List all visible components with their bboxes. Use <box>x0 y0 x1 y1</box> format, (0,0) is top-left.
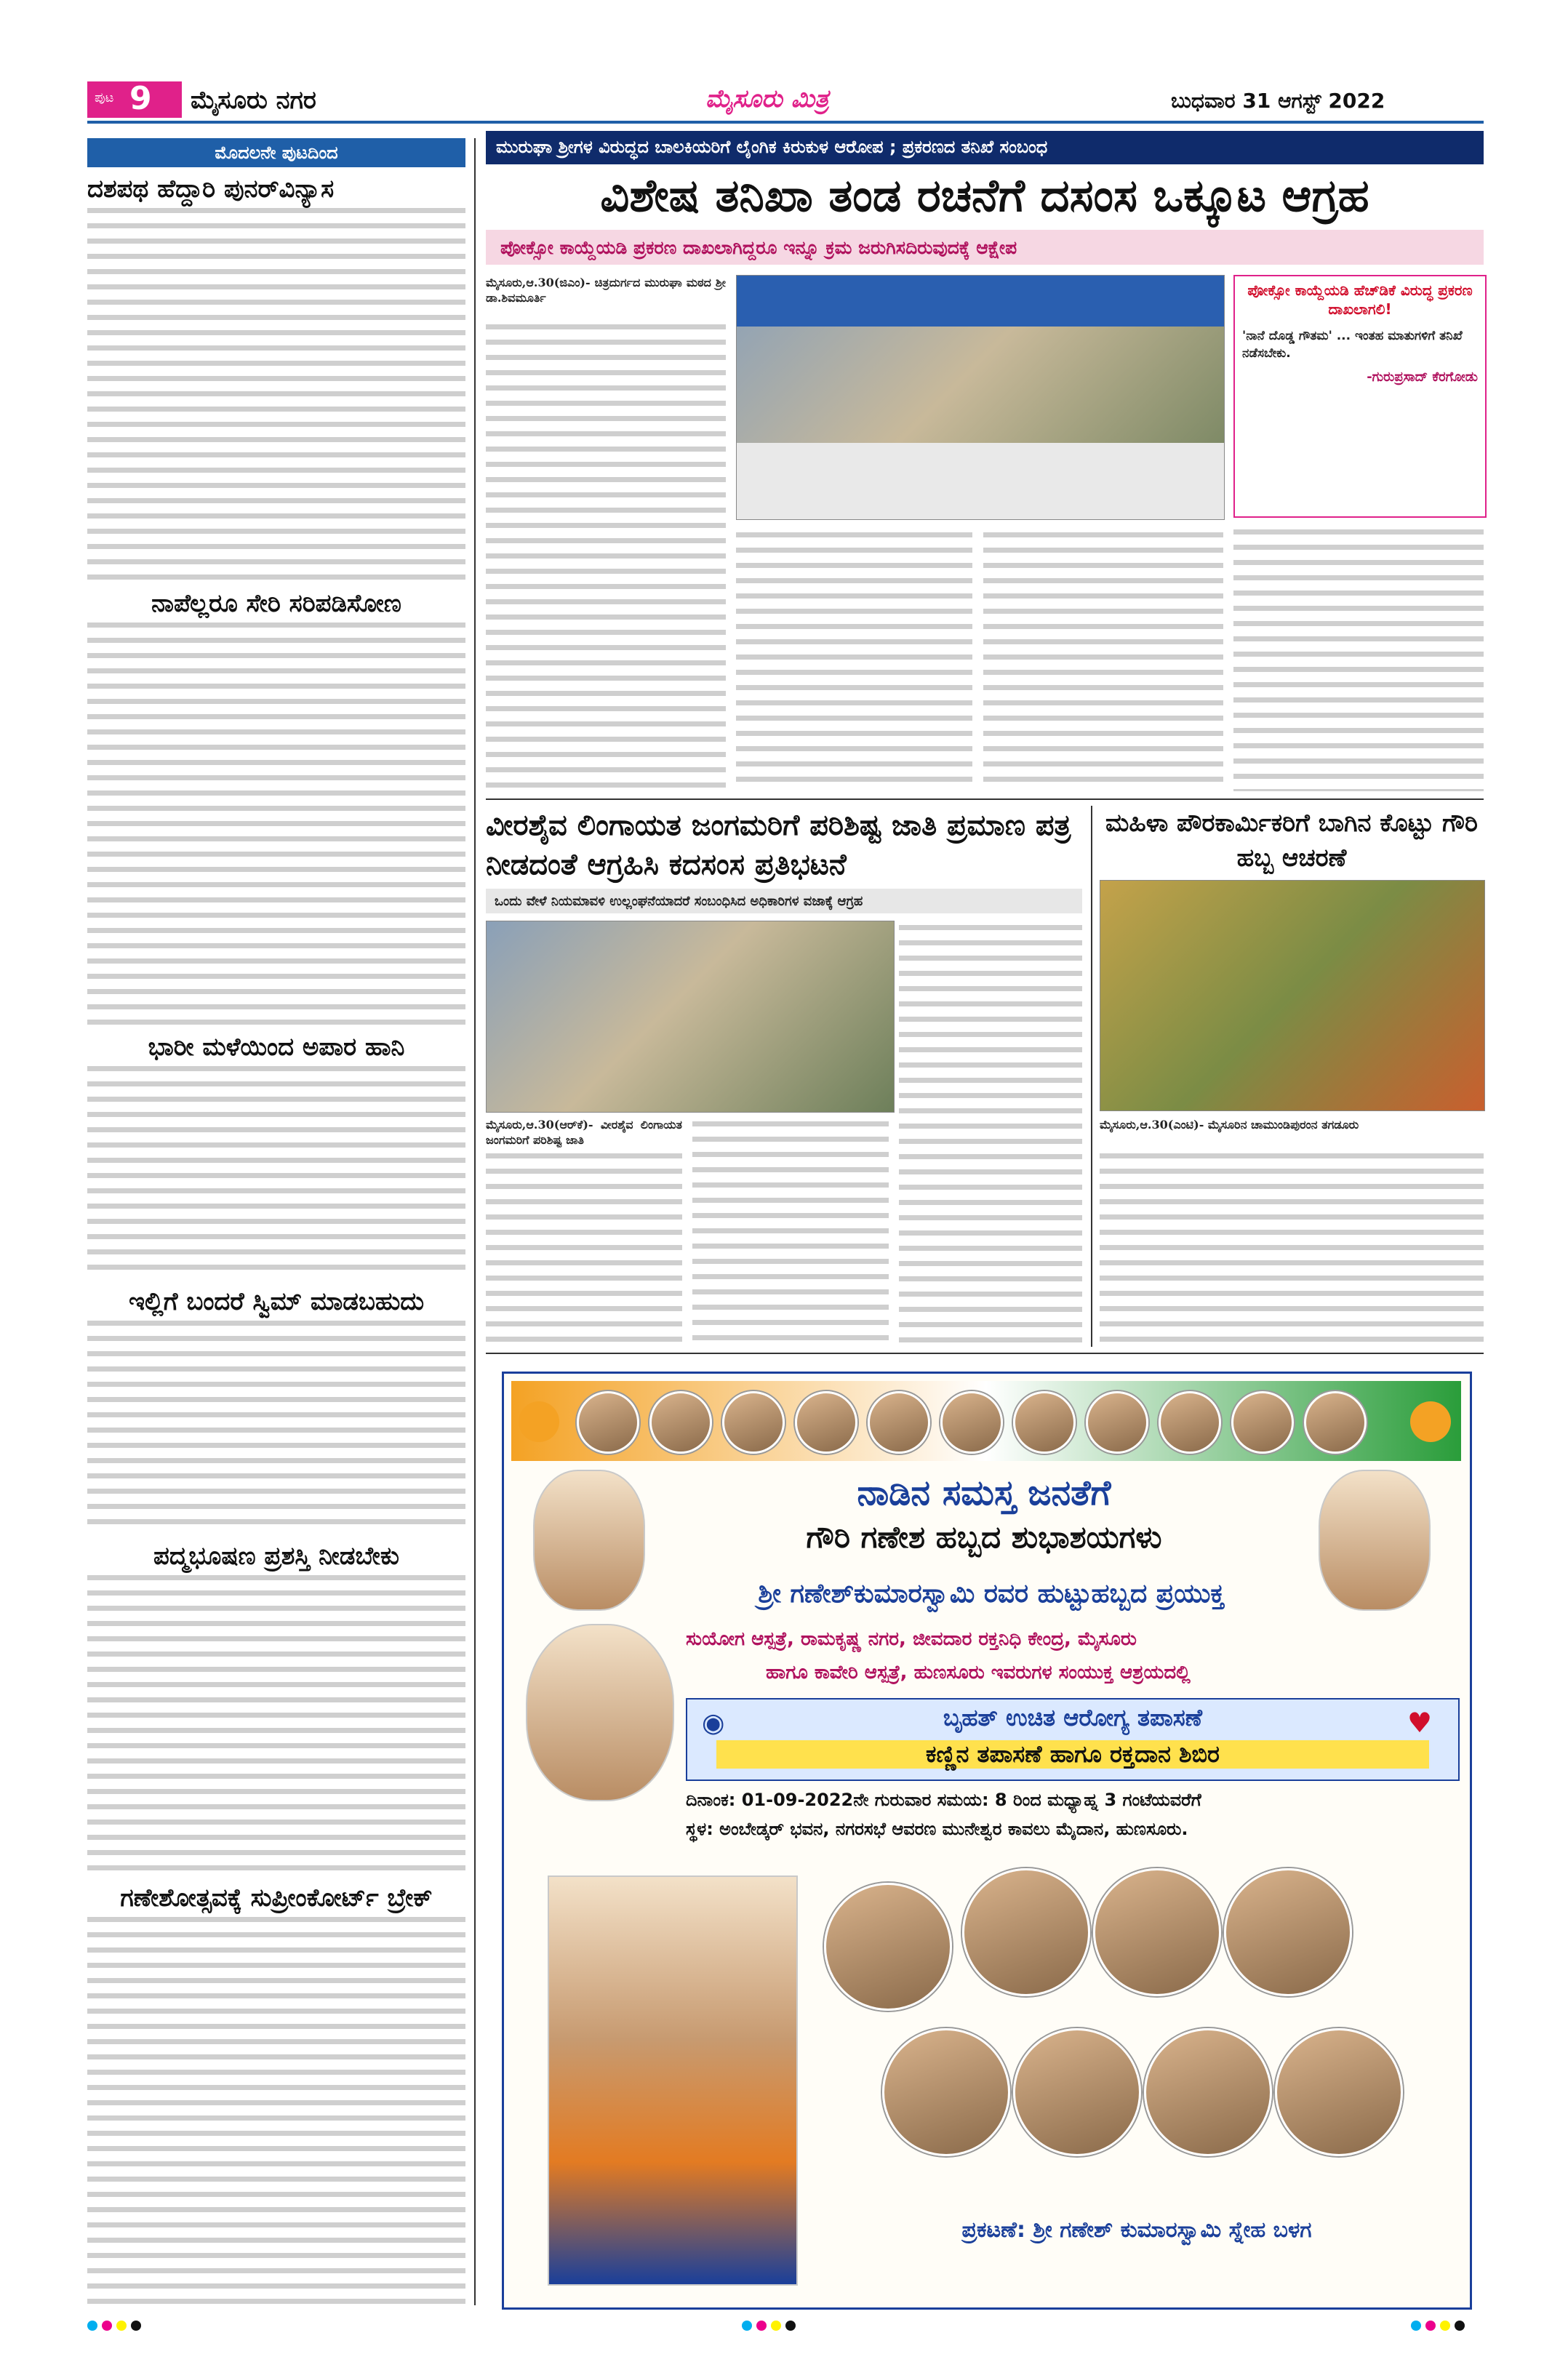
camp-title: ಬೃಹತ್ ಉಚಿತ ಆರೋಗ್ಯ ತಪಾಸಣೆ <box>943 1704 1203 1732</box>
section-heading-6: ಗಣೇಶೋತ್ಸವಕ್ಕೆ ಸುಪ್ರೀಂಕೋರ್ಟ್ ಬ್ರೇಕ್ <box>120 1883 433 1913</box>
dot-black <box>785 2321 796 2331</box>
story-divider <box>1091 806 1092 1347</box>
section-body-6 <box>87 1913 465 2305</box>
ad-hospitals-line: ಸುಯೋಗ ಆಸ್ಪತ್ರೆ, ರಾಮಕೃಷ್ಣ ನಗರ, ಜೀವದಾರ ರಕ್ತನಿಧಿ ಕೇಂದ್ರ, ಮೈಸೂರು <box>686 1628 1137 1650</box>
story-two-subhead-text: ಒಂದು ವೇಳೆ ನಿಯಮಾವಳಿ ಉಲ್ಲಂಘನೆಯಾದರೆ ಸಂಬಂಧಿಸಿದ ಅಧಿಕಾರಿಗಳ ವಜಾಕ್ಕೆ ಆಗ್ರಹ <box>495 894 863 909</box>
dot-cyan <box>742 2321 752 2331</box>
leader-portrait-7 <box>1013 1391 1076 1454</box>
leader-portrait-4 <box>795 1391 857 1454</box>
story-two-body-col3 <box>899 921 1082 1345</box>
footer-dots-center <box>742 2320 800 2334</box>
dot-magenta <box>1425 2321 1436 2331</box>
story-three-photo <box>1100 880 1485 1111</box>
section-heading-1: ದಶಪಥ ಹೆದ್ದಾರಿ ಪುನರ್‌ವಿನ್ಯಾಸ <box>87 175 335 204</box>
story-two-headline: ವೀರಶೈವ ಲಿಂಗಾಯತ ಜಂಗಮರಿಗೆ ಪರಿಶಿಷ್ಟ ಜಾತಿ ಪ್ರಮಾಣ ಪತ್ರ ನೀಡದಂತೆ ಆಗ್ರಹಿಸಿ ಕದಸಂಸ ಪ್ರತಿಭಟನೆ <box>486 809 1071 881</box>
lead-sidebar <box>1233 275 1487 518</box>
leader-portrait-5 <box>868 1391 930 1454</box>
photo-banner <box>737 276 1224 327</box>
leader-portrait-2 <box>649 1391 712 1454</box>
leader-portrait-3 <box>722 1391 785 1454</box>
lead-kicker-text: ಮುರುಘಾ ಶ್ರೀಗಳ ವಿರುದ್ಧದ ಬಾಲಕಿಯರಿಗೆ ಲೈಂಗಿಕ ಕಿರುಕುಳ ಆರೋಪ ; ಪ್ರಕರಣದ ತನಿಖೆ ಸಂಬಂಧ <box>496 137 1048 157</box>
dot-yellow <box>1440 2321 1450 2331</box>
young-leader-portrait <box>1319 1470 1431 1611</box>
heart-icon: ♥ <box>1407 1707 1433 1739</box>
story-two-dateline: ಮೈಸೂರು,ಆ.30(ಆರ್‌ಕೆ)- ವೀರಶೈವ ಲಿಂಗಾಯತ ಜಂಗಮರಿಗೆ ಪರಿಶಿಷ್ಟ ಜಾತಿ <box>486 1118 682 1147</box>
story-two-body-col1 <box>486 1149 682 1345</box>
ad-hospitals-line-2: ಹಾಗೂ ಕಾವೇರಿ ಆಸ್ಪತ್ರೆ, ಹುಣಸೂರು ಇವರುಗಳ ಸಂಯುಕ್ತ ಆಶ್ರಯದಲ್ಲಿ <box>766 1662 1191 1684</box>
lead-body-col3 <box>983 528 1223 790</box>
leader-portrait-1 <box>577 1391 639 1454</box>
eye-icon: ◉ <box>702 1708 725 1738</box>
story-three-dateline: ಮೈಸೂರು,ಆ.30(ಎಂಟಿ)- ಮೈಸೂರಿನ ಚಾಮುಂಡಿಪುರಂನ ತಗಡೂರು <box>1100 1118 1359 1132</box>
supporter-portrait-6 <box>1013 2028 1141 2156</box>
camp-banner <box>686 1698 1460 1781</box>
ad-birthday-line: ಶ್ರೀ ಗಣೇಶ್‌ಕುಮಾರಸ್ವಾಮಿ ರವರ ಹುಟ್ಟುಹಬ್ಬದ ಪ್ರಯುಕ್ತ <box>758 1579 1225 1609</box>
leader-portrait-6 <box>940 1391 1003 1454</box>
advertisement <box>502 1372 1472 2310</box>
column-divider <box>474 138 476 2305</box>
sidebar-quote: 'ನಾನೆ ದೊಡ್ಡ ಗೌತಮ' ... ಇಂತಹ ಮಾತುಗಳಿಗೆ ತನಿಖೆ ನಡೆಸಬೇಕು. <box>1242 329 1463 361</box>
section-body-5 <box>87 1571 465 1876</box>
dot-yellow <box>771 2321 781 2331</box>
lead-kicker <box>486 131 1484 164</box>
camp-date: ದಿನಾಂಕ: 01-09-2022ನೇ ಗುರುವಾರ ಸಮಯ: 8 ರಿಂದ ಮಧ್ಯಾಹ್ನ 3 ಗಂಟೆಯವರೆಗೆ <box>686 1790 1201 1810</box>
dot-magenta <box>102 2321 112 2331</box>
elder-portrait <box>533 1470 645 1611</box>
lead-body-col1 <box>486 320 726 793</box>
supporter-portrait-5 <box>882 2028 1010 2156</box>
story-two-photo <box>486 921 895 1113</box>
lead-subhead <box>486 230 1484 265</box>
paper-name: ಮೈಸೂರು ಮಿತ್ರ <box>705 84 829 113</box>
lead-subhead-text: ಪೋಕ್ಸೋ ಕಾಯ್ದೆಯಡಿ ಪ್ರಕರಣ ದಾಖಲಾಗಿದ್ದರೂ ಇನ್ನೂ ಕ್ರಮ ಜರುಗಿಸದಿರುವುದಕ್ಕೆ ಆಕ್ಷೇಪ <box>500 237 1017 258</box>
footer-dots-right <box>1411 2320 1469 2334</box>
leader-portrait-11 <box>1304 1391 1367 1454</box>
supporter-portrait-7 <box>1144 2028 1272 2156</box>
lead-headline: ವಿಶೇಷ ತನಿಖಾ ತಂಡ ರಚನೆಗೆ ದಸಂಸ ಒಕ್ಕೂಟ ಆಗ್ರಹ <box>600 169 1369 222</box>
dot-black <box>1455 2321 1465 2331</box>
section-body-2 <box>87 618 465 1025</box>
supporter-main-portrait <box>548 1875 798 2286</box>
section-body-3 <box>87 1062 465 1280</box>
lotus-icon-right <box>1410 1401 1451 1442</box>
dot-cyan <box>1411 2321 1421 2331</box>
lead-dateline: ಮೈಸೂರು,ಆ.30(ಜಿಎಂ)- ಚಿತ್ರದುರ್ಗದ ಮುರುಘಾ ಮಠದ ಶ್ರೀ ಡಾ.ಶಿವಮೂರ್ತಿ <box>486 276 726 305</box>
page-number: 9 <box>129 80 152 117</box>
dot-cyan <box>87 2321 97 2331</box>
camp-venue: ಸ್ಥಳ: ಅಂಬೇಡ್ಕರ್ ಭವನ, ನಗರಸಭೆ ಆವರಣ ಮುನೇಶ್ವರ ಕಾವಲು ಮೈದಾನ, ಹುಣಸೂರು. <box>686 1819 1188 1839</box>
lead-body-col2 <box>736 528 972 790</box>
leader-portrait-10 <box>1231 1391 1294 1454</box>
dot-magenta <box>756 2321 767 2331</box>
story-three-body <box>1100 1149 1484 1345</box>
left-column <box>87 138 465 2305</box>
section-heading-4: ಇಲ್ಲಿಗೆ ಬಂದರೆ ಸ್ವಿಮ್ ಮಾಡಬಹುದು <box>128 1287 425 1316</box>
story-two-body-col2 <box>692 1117 889 1345</box>
lead-photo <box>736 275 1225 520</box>
supporter-portrait-3 <box>1093 1868 1221 1996</box>
lotus-icon-left <box>519 1401 559 1442</box>
masthead <box>87 81 1484 118</box>
page-number-tab <box>87 81 182 118</box>
page-label: ಪುಟ <box>95 90 114 105</box>
leader-portrait-8 <box>1086 1391 1148 1454</box>
supporter-portrait-4 <box>1224 1868 1352 1996</box>
lead-body-col4 <box>1233 525 1484 791</box>
ganesh-kumaraswamy-portrait <box>526 1624 674 1801</box>
section-heading-3: ಭಾರೀ ಮಳೆಯಿಂದ ಅಪಾರ ಹಾನಿ <box>148 1033 405 1062</box>
section-body-4 <box>87 1316 465 1534</box>
ad-top-rule <box>486 1353 1484 1354</box>
ad-greeting-1: ನಾಡಿನ ಸಮಸ್ತ ಜನತೆಗೆ <box>857 1473 1111 1513</box>
continuation-banner-text: ಮೊದಲನೇ ಪುಟದಿಂದ <box>215 143 338 163</box>
ad-credit: ಪ್ರಕಟಣೆ: ಶ್ರೀ ಗಣೇಶ್ ಕುಮಾರಸ್ವಾಮಿ ಸ್ನೇಹ ಬಳಗ <box>961 2217 1312 2243</box>
supporter-portrait-2 <box>962 1868 1090 1996</box>
footer-dots-left <box>87 2320 145 2334</box>
ad-greeting-2: ಗೌರಿ ಗಣೇಶ ಹಬ್ಬದ ಶುಭಾಶಯಗಳು <box>806 1519 1162 1555</box>
leader-portrait-9 <box>1159 1391 1221 1454</box>
sidebar-title: ಪೋಕ್ಸೋ ಕಾಯ್ದೆಯಡಿ ಹೆಚ್‌ಡಿಕೆ ವಿರುದ್ಧ ಪ್ರಕರಣ ದಾಖಲಾಗಲಿ! <box>1247 281 1473 318</box>
issue-date: ಬುಧವಾರ 31 ಆಗಸ್ಟ್ 2022 <box>1171 89 1385 113</box>
photo-table <box>737 443 1224 519</box>
lead-bottom-rule <box>486 798 1484 800</box>
leader-strip <box>511 1381 1461 1461</box>
continuation-banner <box>87 138 465 167</box>
section-heading-2: ನಾಪೆಲ್ಲರೂ ಸೇರಿ ಸರಿಪಡಿಸೋಣ <box>151 589 401 618</box>
dot-yellow <box>116 2321 127 2331</box>
sidebar-byline: -ಗುರುಪ್ರಸಾದ್ ಕೆರಗೋಡು <box>1367 369 1478 385</box>
section-heading-5: ಪದ್ಮಭೂಷಣ ಪ್ರಶಸ್ತಿ ನೀಡಬೇಕು <box>153 1542 399 1571</box>
story-two-subhead <box>486 889 1082 913</box>
camp-subtitle: ಕಣ್ಣಿನ ತಪಾಸಣೆ ಹಾಗೂ ರಕ್ತದಾನ ಶಿಬಿರ <box>716 1740 1429 1769</box>
section-body-1 <box>87 204 465 582</box>
masthead-rule <box>87 121 1484 124</box>
section-title: ಮೈಸೂರು ನಗರ <box>191 86 316 115</box>
supporter-portrait-8 <box>1275 2028 1403 2156</box>
dot-black <box>131 2321 141 2331</box>
story-three-headline: ಮಹಿಳಾ ಪೌರಕಾರ್ಮಿಕರಿಗೆ ಬಾಗಿನ ಕೊಟ್ಟು ಗೌರಿ ಹಬ್ಬ ಆಚರಣೆ <box>1105 809 1478 873</box>
supporter-portrait-1 <box>824 1883 952 2011</box>
